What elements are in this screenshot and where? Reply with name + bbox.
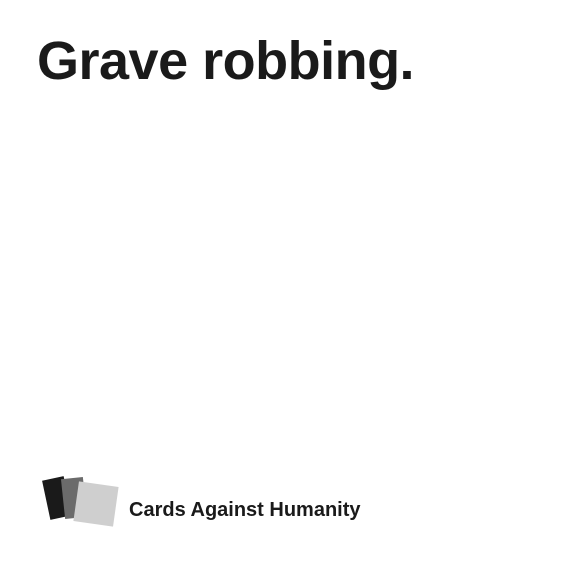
card-text: Grave robbing.	[37, 31, 415, 91]
logo-card-light	[73, 481, 118, 526]
stacked-cards-icon	[40, 472, 126, 534]
brand-footer	[40, 472, 400, 534]
brand-name: Cards Against Humanity	[129, 499, 361, 521]
